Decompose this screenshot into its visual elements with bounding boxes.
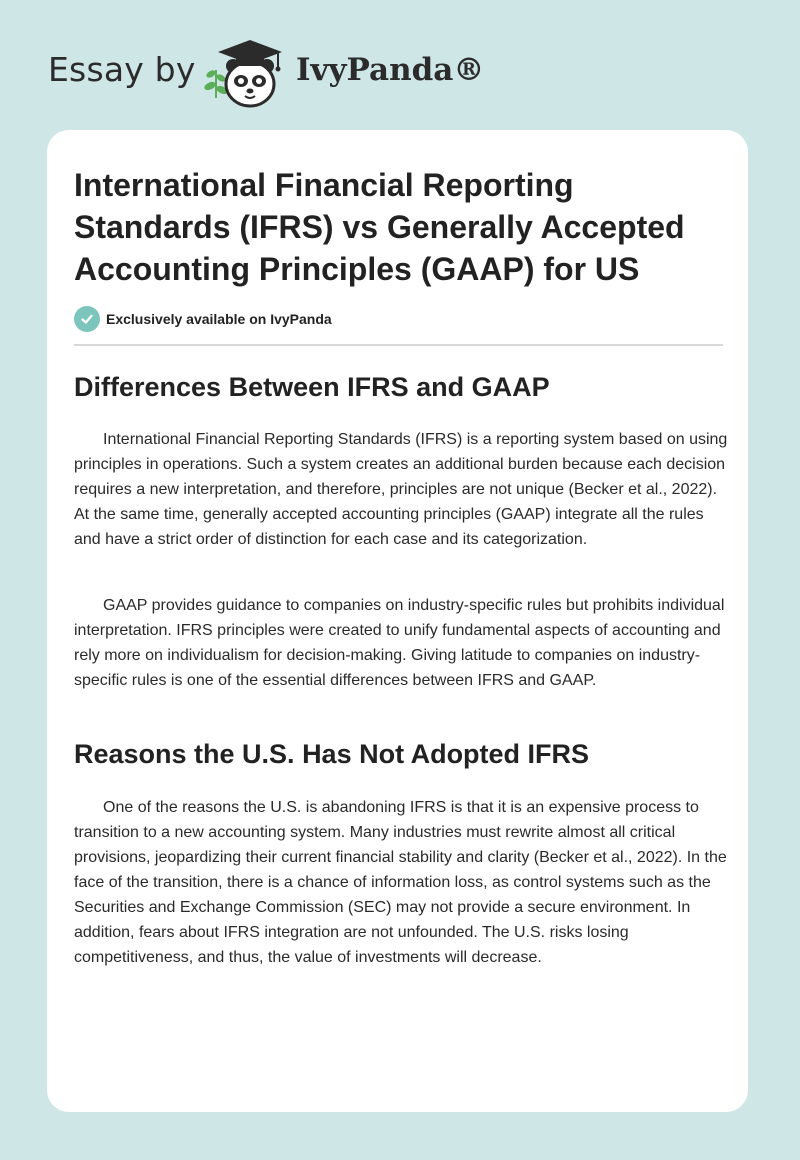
essay-card: [47, 130, 748, 1112]
paragraph: International Financial Reporting Standards (IFRS) is a reporting system based on using principles in operations. Such a system creates an additional burden because each decision requires a new interpretation, and therefore, principles are not unique (Becker et al., 2022). At the same time, generally accepted accounting principles (GAAP) integrate all the rules and have a strict order of distinction for each case and its categorization.: [74, 431, 728, 548]
exclusive-badge: [74, 305, 332, 333]
section-heading: Reasons the U.S. Has Not Adopted IFRS: [74, 739, 590, 769]
page-title: International Financial Reporting Standards (IFRS) vs Generally Accepted Accounting Principles (GAAP) for US: [74, 167, 685, 287]
brand-name[interactable]: IvyPanda®: [296, 52, 485, 88]
badge-text: Exclusively available on IvyPanda: [106, 311, 332, 327]
paragraph: One of the reasons the U.S. is abandoning IFRS is that it is an expensive process to transition to a new accounting system. Many industries must rewrite almost all critical provisions, jeopardizing their current financial stability and clarity (Becker et al., 2022). In the face of the transition, there is a chance of information loss, as control systems such as the Securities and Exchange Commission (SEC) may not provide a secure environment. In addition, fears about IFRS integration are not unfounded. The U.S. risks losing competitiveness, and thus, the value of investments will decrease.: [74, 799, 727, 966]
brand-prefix: Essay by: [48, 50, 196, 89]
panda-logo-icon[interactable]: [200, 34, 292, 110]
paragraph: GAAP provides guidance to companies on industry-specific rules but prohibits individual interpretation. IFRS principles were created to unify fundamental aspects of accounting and rely more on individualism for decision-making. Giving latitude to companies on industry-specific rules is one of the essential differences between IFRS and GAAP.: [74, 597, 725, 689]
site-header: [0, 0, 800, 130]
divider: [74, 344, 723, 346]
section-heading: Differences Between IFRS and GAAP: [74, 372, 550, 402]
check-circle-icon: [74, 306, 100, 332]
